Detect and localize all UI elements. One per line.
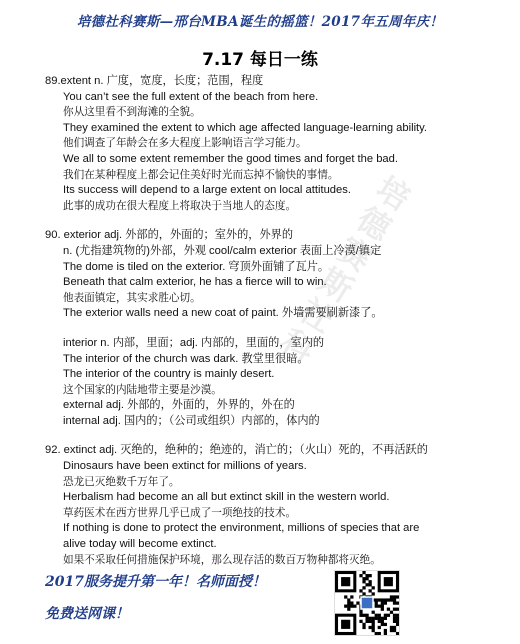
entry-line: 89.extent n. 广度，宽度，长度；范围，程度 (45, 75, 264, 87)
entry-line: external adj. 外部的，外面的，外界的，外在的 (63, 399, 295, 412)
entry-line: They examined the extent to which age affected language-learning ability. (63, 121, 428, 134)
entry-line: internal adj. 国内的；（公司或组织）内部的，体内的 (63, 414, 320, 427)
entry-line: If nothing is done to protect the environment, millions of species that are (63, 522, 420, 535)
page-title: 7.17 每日一练 (202, 50, 318, 70)
entry-line: Herbalism had become an all but extinct skill in the western world. (63, 491, 390, 504)
entry-line: The interior of the church was dark. 教堂里很暗。 (63, 352, 309, 365)
header-banner: 培德社科赛斯—邢台MBA诞生的摇篮！2017年五周年庆！ (76, 14, 444, 30)
qr-code-icon (334, 570, 400, 636)
entry-line: Dinosaurs have been extinct for millions of years. (63, 460, 307, 473)
footer-promo-line2: 免费送网课！ (45, 606, 129, 622)
watermark: 培德赛斯社科 (273, 168, 417, 371)
entry-line: 我们在某种程度上都会记住美好时光而忘掉不愉快的事情。 (63, 168, 339, 181)
entry-line: The interior of the country is mainly desert. (63, 368, 275, 381)
spacer (45, 429, 505, 443)
entry-line: 你从这里看不到海滩的全貌。 (63, 106, 201, 119)
entry-line: Beneath that calm exterior, he has a fierce will to win. (63, 276, 327, 289)
entry-line: The exterior walls need a new coat of paint. 外墙需要刷新漆了。 (63, 307, 383, 320)
entry-line: We all to some extent remember the good times and forget the bad. (63, 152, 398, 165)
entry-line: 92. extinct adj. 灭绝的，绝种的；绝迹的，消亡的；（火山）死的，不再活跃的 (45, 444, 428, 457)
entry-line: 草药医术在西方世界几乎已成了一项绝技的技术。 (63, 506, 297, 519)
spacer (45, 214, 505, 228)
entry-line: 此事的成功在很大程度上将取决于当地人的态度。 (63, 199, 297, 212)
entry-line: alive today will become extinct. (63, 538, 217, 551)
entry-line: You can’t see the full extent of the beach from here. (63, 90, 319, 103)
entry-line: 恐龙已灭绝数千万年了。 (63, 475, 180, 488)
entry-line: 他们调查了年龄会在多大程度上影响语言学习能力。 (63, 137, 307, 150)
entry-line: 90. exterior adj. 外部的，外面的；室外的，外界的 (45, 229, 294, 242)
entry-line: 如果不采取任何措施保护环境，那么现存活的数百万物种都将灭绝。 (63, 553, 381, 566)
entry-line: n. (尤指建筑物的)外部，外观 cool/calm exterior 表面上冷漠/镇定 (63, 244, 382, 257)
spacer (45, 322, 505, 336)
entry-line: 他表面镇定，其实求胜心切。 (63, 291, 201, 304)
entry-line: 这个国家的内陆地带主要是沙漠。 (63, 383, 222, 396)
entry-line: interior n. 内部，里面；adj. 内部的，里面的，室内的 (63, 336, 325, 349)
entry-line: The dome is tiled on the exterior. 穹顶外面铺了瓦片。 (63, 260, 330, 273)
footer-promo-line1: 2017服务提升第一年！名师面授！ (45, 574, 266, 590)
entry-line: Its success will depend to a large extent on local attitudes. (63, 184, 351, 197)
vocabulary-list (45, 74, 505, 568)
